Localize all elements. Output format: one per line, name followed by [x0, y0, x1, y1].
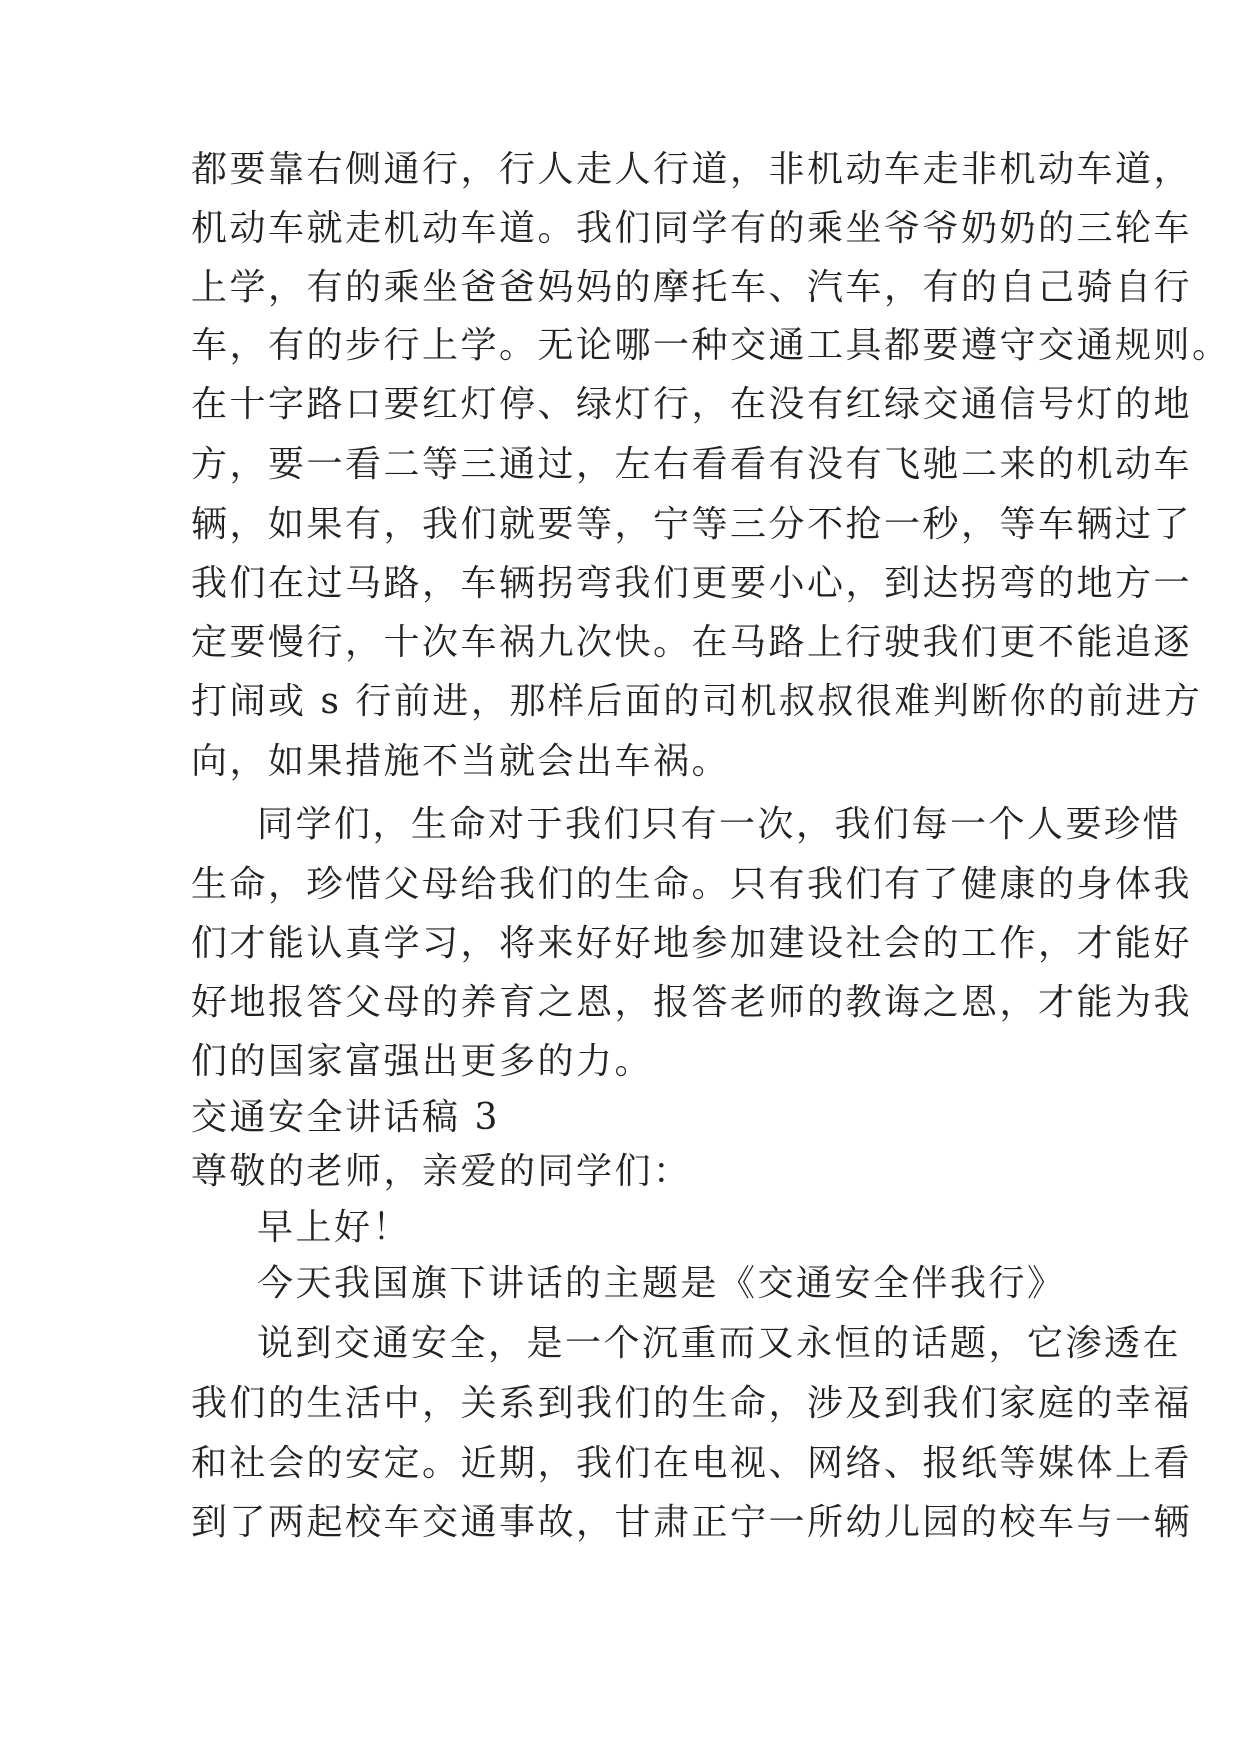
paragraph-line: 上学，有的乘坐爸爸妈妈的摩托车、汽车，有的自己骑自行 [191, 267, 1193, 308]
paragraph-line: 到了两起校车交通事故，甘肃正宁一所幼儿园的校车与一辆 [191, 1502, 1193, 1543]
paragraph-line: 我们的生活中，关系到我们的生命，涉及到我们家庭的幸福 [191, 1383, 1193, 1424]
paragraph-line: 定要慢行，十次车祸九次快。在马路上行驶我们更不能追逐 [191, 622, 1193, 663]
section-title: 交通安全讲话稿 3 [191, 1097, 500, 1138]
paragraph-line: 方，要一看二等三通过，左右看看有没有飞驰二来的机动车 [191, 444, 1193, 485]
paragraph-line: 都要靠右侧通行，行人走人行道，非机动车走非机动车道， [191, 149, 1193, 190]
paragraph-line: 向，如果措施不当就会出车祸。 [191, 741, 731, 782]
paragraph-line: 生命，珍惜父母给我们的生命。只有我们有了健康的身体我 [191, 864, 1193, 905]
salutation: 尊敬的老师，亲爱的同学们： [191, 1151, 692, 1192]
paragraph-line: 辆，如果有，我们就要等，宁等三分不抢一秒，等车辆过了 [191, 504, 1193, 545]
paragraph-first-line: 同学们，生命对于我们只有一次，我们每一个人要珍惜 [257, 804, 1182, 845]
paragraph-line: 们的国家富强出更多的力。 [191, 1041, 654, 1082]
paragraph-line: 和社会的安定。近期，我们在电视、网络、报纸等媒体上看 [191, 1443, 1193, 1484]
paragraph-line: 我们在过马路，车辆拐弯我们更要小心，到达拐弯的地方一 [191, 563, 1193, 604]
paragraph-line: 们才能认真学习，将来好好地参加建设社会的工作，才能好 [191, 923, 1193, 964]
paragraph-line: 机动车就走机动车道。我们同学有的乘坐爷爷奶奶的三轮车 [191, 208, 1193, 249]
paragraph-line: 好地报答父母的养育之恩，报答老师的教诲之恩，才能为我 [191, 982, 1193, 1023]
paragraph-line: 打闹或 s 行前进，那样后面的司机叔叔很难判断你的前进方 [191, 681, 1203, 722]
paragraph-line: 在十字路口要红灯停、绿灯行，在没有红绿交通信号灯的地 [191, 384, 1193, 425]
paragraph-line: 车，有的步行上学。无论哪一种交通工具都要遵守交通规则。 [191, 325, 1231, 366]
greeting: 早上好！ [257, 1207, 412, 1248]
speech-topic: 今天我国旗下讲话的主题是《交通安全伴我行》 [257, 1263, 1066, 1304]
paragraph-first-line: 说到交通安全，是一个沉重而又永恒的话题，它渗透在 [257, 1323, 1182, 1364]
